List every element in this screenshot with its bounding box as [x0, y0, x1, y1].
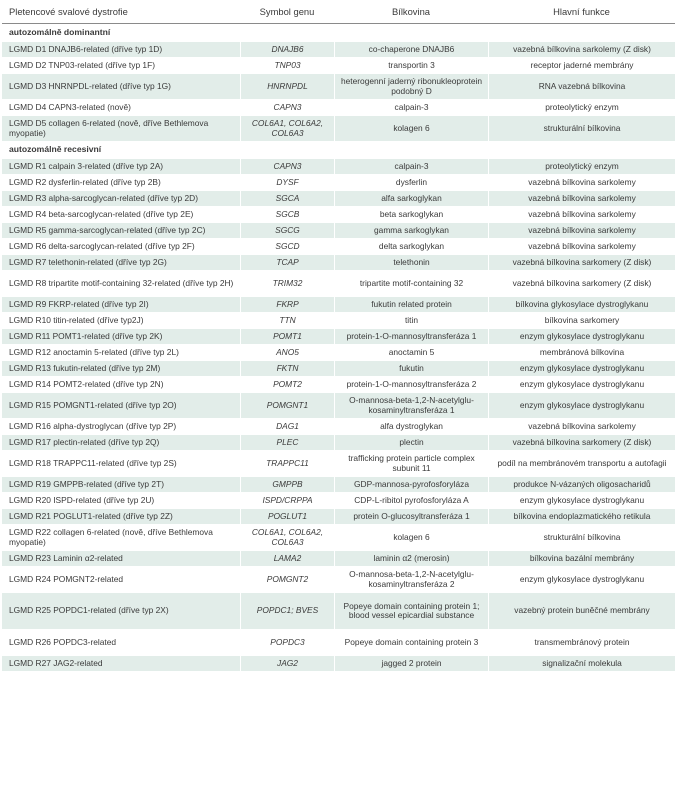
function-cell: enzym glykosylace dystroglykanu — [488, 393, 675, 418]
table-row — [2, 271, 675, 296]
table-row — [2, 593, 675, 629]
function-cell: signalizační molekula — [488, 656, 675, 671]
function-cell: vazebná bílkovina sarkolemy — [488, 239, 675, 254]
table-row — [2, 297, 675, 312]
function-cell: enzym glykosylace dystroglykanu — [488, 567, 675, 592]
protein-cell: co-chaperone DNAJB6 — [334, 42, 488, 57]
dystrophy-name-cell: LGMD R1 calpain 3-related (dříve typ 2A) — [2, 159, 240, 174]
dystrophy-name-cell: LGMD R22 collagen 6-related (nově, dříve Bethlemova myopatie) — [9, 527, 213, 547]
table-row — [2, 493, 675, 508]
function-cell: vazebný protein buněčné membrány — [488, 593, 675, 629]
protein-cell: calpain-3 — [334, 100, 488, 115]
table-row — [2, 551, 675, 566]
function-cell: bílkovina endoplazmatického retikula — [488, 509, 675, 524]
lgmd-table — [2, 0, 675, 672]
gene-symbol-cell: POMGNT1 — [240, 393, 334, 418]
protein-cell: alfa sarkoglykan — [334, 191, 488, 206]
dystrophy-name-cell: LGMD D5 collagen 6-related (nově, dříve Bethlemova myopatie) — [2, 116, 240, 141]
protein-cell: transportin 3 — [334, 58, 488, 73]
gene-symbol-cell: POMGNT2 — [240, 567, 334, 592]
gene-symbol-cell: POMT1 — [240, 329, 334, 344]
dystrophy-name-cell: LGMD R17 plectin-related (dříve typ 2Q) — [2, 435, 240, 450]
section-header-row — [2, 142, 675, 158]
gene-symbol-cell: TNP03 — [240, 58, 334, 73]
protein-cell: telethonin — [334, 255, 488, 270]
table-row — [2, 509, 675, 524]
dystrophy-name-cell: LGMD R5 gamma-sarcoglycan-related (dříve typ 2C) — [2, 223, 240, 238]
function-cell: vazebná bílkovina sarkolemy — [488, 207, 675, 222]
table-body — [2, 25, 675, 671]
function-cell: enzym glykosylace dystroglykanu — [488, 329, 675, 344]
protein-cell: O-mannosa-beta-1,2-N-acetylglu-kosaminyltransferáza 2 — [334, 567, 488, 592]
protein-cell: beta sarkoglykan — [334, 207, 488, 222]
table-row — [2, 361, 675, 376]
protein-cell: jagged 2 protein — [334, 656, 488, 671]
gene-symbol-cell: POMT2 — [240, 377, 334, 392]
dystrophy-name-cell: LGMD D3 HNRNPDL-related (dříve typ 1G) — [2, 74, 240, 99]
protein-cell: anoctamin 5 — [334, 345, 488, 360]
table-row — [2, 239, 675, 254]
gene-symbol-cell: POGLUT1 — [240, 509, 334, 524]
table-row — [2, 435, 675, 450]
dystrophy-name-cell: LGMD R21 POGLUT1-related (dříve typ 2Z) — [2, 509, 240, 524]
function-cell: proteolytický enzym — [488, 159, 675, 174]
gene-symbol-cell: GMPPB — [240, 477, 334, 492]
protein-cell: trafficking protein particle complex subunit 11 — [334, 451, 488, 476]
table-row — [2, 58, 675, 73]
gene-symbol-cell: PLEC — [240, 435, 334, 450]
gene-symbol-cell: ANO5 — [240, 345, 334, 360]
dystrophy-name-cell: LGMD R19 GMPPB-related (dříve typ 2T) — [2, 477, 240, 492]
protein-cell: GDP-mannosa-pyrofosforyláza — [334, 477, 488, 492]
table-row — [2, 630, 675, 655]
protein-cell: fukutin related protein — [334, 297, 488, 312]
gene-symbol-cell: ISPD/CRPPA — [240, 493, 334, 508]
gene-symbol-cell: CAPN3 — [240, 159, 334, 174]
protein-cell: protein O-glucosyltransferáza 1 — [334, 509, 488, 524]
function-cell: enzym glykosylace dystroglykanu — [488, 493, 675, 508]
dystrophy-name-cell: LGMD R10 titin-related (dříve typ2J) — [9, 314, 144, 325]
gene-symbol-cell: SGCG — [240, 223, 334, 238]
function-cell: bílkovina bazální membrány — [488, 551, 675, 566]
protein-cell: titin — [334, 313, 488, 328]
dystrophy-name-cell: LGMD R18 TRAPPC11-related (dříve typ 2S) — [9, 457, 177, 468]
gene-symbol-cell: SGCA — [240, 191, 334, 206]
gene-symbol-cell: DNAJB6 — [240, 42, 334, 57]
function-cell: vazebná bílkovina sarkomery (Z disk) — [488, 255, 675, 270]
table-row — [2, 393, 675, 418]
protein-cell: Popeye domain containing protein 3 — [334, 630, 488, 655]
table-row — [2, 451, 675, 476]
gene-symbol-cell: POPDC1; BVES — [240, 593, 334, 629]
protein-cell: fukutin — [334, 361, 488, 376]
table-row — [2, 191, 675, 206]
protein-cell: heterogenní jaderný ribonukleoprotein podobný D — [334, 74, 488, 99]
gene-symbol-cell: TTN — [240, 313, 334, 328]
gene-symbol-cell: TCAP — [240, 255, 334, 270]
table-row — [2, 255, 675, 270]
header-protein: Bílkovina — [334, 1, 488, 24]
protein-cell: delta sarkoglykan — [334, 239, 488, 254]
function-cell: enzym glykosylace dystroglykanu — [488, 377, 675, 392]
dystrophy-name-cell: LGMD D4 CAPN3-related (nově) — [9, 101, 131, 112]
gene-symbol-cell: FKRP — [240, 297, 334, 312]
dystrophy-name-cell: LGMD R9 FKRP-related (dříve typ 2I) — [2, 297, 240, 312]
table-row — [2, 656, 675, 671]
function-cell: RNA vazebná bílkovina — [488, 74, 675, 99]
function-cell: membránová bílkovina — [488, 345, 675, 360]
dystrophy-name-cell: LGMD R23 Laminin α2-related — [2, 551, 240, 566]
table-row — [2, 477, 675, 492]
section-title: autozomálně recesivní — [9, 144, 102, 155]
function-cell: strukturální bílkovina — [488, 525, 675, 550]
table-row — [2, 159, 675, 174]
protein-cell: tripartite motif-containing 32 — [334, 271, 488, 296]
function-cell: enzym glykosylace dystroglykanu — [488, 361, 675, 376]
dystrophy-name-cell: LGMD R2 dysferlin-related (dříve typ 2B) — [9, 176, 161, 187]
dystrophy-name-cell: LGMD R8 tripartite motif-containing 32-related (dříve typ 2H) — [9, 277, 234, 288]
table-header-row — [2, 1, 675, 24]
gene-symbol-cell: HNRNPDL — [240, 74, 334, 99]
protein-cell: plectin — [334, 435, 488, 450]
table-row — [2, 42, 675, 57]
table-row — [2, 100, 675, 115]
gene-symbol-cell: DYSF — [240, 175, 334, 190]
gene-symbol-cell: COL6A1, COL6A2, COL6A3 — [240, 525, 334, 550]
table-row — [2, 313, 675, 328]
dystrophy-name-cell: LGMD R15 POMGNT1-related (dříve typ 2O) — [2, 393, 240, 418]
table-row — [2, 74, 675, 99]
gene-symbol-cell: SGCB — [240, 207, 334, 222]
protein-cell: gamma sarkoglykan — [334, 223, 488, 238]
gene-symbol-cell: POPDC3 — [240, 630, 334, 655]
section-title: autozomálně dominantní — [9, 27, 111, 38]
protein-cell: alfa dystroglykan — [334, 419, 488, 434]
table-row — [2, 175, 675, 190]
dystrophy-name-cell: LGMD R16 alpha-dystroglycan (dříve typ 2P) — [9, 420, 177, 431]
protein-cell: laminin α2 (merosin) — [334, 551, 488, 566]
dystrophy-name-cell: LGMD R27 JAG2-related — [2, 656, 240, 671]
protein-cell: Popeye domain containing protein 1; blood vessel epicardial substance — [334, 593, 488, 629]
dystrophy-name-cell: LGMD R7 telethonin-related (dříve typ 2G) — [2, 255, 240, 270]
protein-cell: calpain-3 — [334, 159, 488, 174]
header-dystrophy: Pletencové svalové dystrofie — [2, 1, 240, 24]
gene-symbol-cell: LAMA2 — [240, 551, 334, 566]
function-cell: vazebná bílkovina sarkomery (Z disk) — [488, 271, 675, 296]
function-cell: proteolytický enzym — [488, 100, 675, 115]
table-row — [2, 329, 675, 344]
protein-cell: kolagen 6 — [334, 116, 488, 141]
table-row — [2, 377, 675, 392]
function-cell: produkce N-vázaných oligosacharidů — [488, 477, 675, 492]
section-header-row — [2, 25, 675, 41]
dystrophy-name-cell: LGMD R4 beta-sarcoglycan-related (dříve typ 2E) — [9, 208, 194, 219]
gene-symbol-cell: TRIM32 — [240, 271, 334, 296]
table-row — [2, 419, 675, 434]
protein-cell: kolagen 6 — [334, 525, 488, 550]
protein-cell: protein-1-O-mannosyltransferáza 2 — [334, 377, 488, 392]
function-cell: strukturální bílkovina — [488, 116, 675, 141]
function-cell: vazebná bílkovina sarkolemy — [488, 419, 675, 434]
function-cell: transmembránový protein — [488, 630, 675, 655]
protein-cell: dysferlin — [334, 175, 488, 190]
dystrophy-name-cell: LGMD D1 DNAJB6-related (dříve typ 1D) — [2, 42, 240, 57]
dystrophy-name-cell: LGMD R6 delta-sarcoglycan-related (dříve typ 2F) — [9, 240, 195, 251]
function-cell: vazebná bílkovina sarkolemy — [488, 175, 675, 190]
table-row — [2, 223, 675, 238]
function-cell: receptor jaderné membrány — [488, 58, 675, 73]
gene-symbol-cell: FKTN — [240, 361, 334, 376]
dystrophy-name-cell: LGMD R14 POMT2-related (dříve typ 2N) — [9, 378, 164, 389]
function-cell: podíl na membránovém transportu a autofagii — [488, 451, 675, 476]
table-row — [2, 525, 675, 550]
protein-cell: protein-1-O-mannosyltransferáza 1 — [334, 329, 488, 344]
function-cell: vazebná bílkovina sarkolemy — [488, 191, 675, 206]
header-main-function: Hlavní funkce — [488, 1, 675, 24]
function-cell: vazebná bílkovina sarkolemy — [488, 223, 675, 238]
dystrophy-name-cell: LGMD D2 TNP03-related (dříve typ 1F) — [9, 59, 155, 70]
table-row — [2, 207, 675, 222]
gene-symbol-cell: JAG2 — [240, 656, 334, 671]
dystrophy-name-cell: LGMD R26 POPDC3-related — [9, 636, 117, 647]
dystrophy-name-cell: LGMD R11 POMT1-related (dříve typ 2K) — [2, 329, 240, 344]
protein-cell: CDP-L-ribitol pyrofosforyláza A — [334, 493, 488, 508]
dystrophy-name-cell: LGMD R3 alpha-sarcoglycan-related (dříve typ 2D) — [2, 191, 240, 206]
gene-symbol-cell: TRAPPC11 — [240, 451, 334, 476]
dystrophy-name-cell: LGMD R25 POPDC1-related (dříve typ 2X) — [2, 593, 240, 629]
protein-cell: O-mannosa-beta-1,2-N-acetylglu-kosaminyltransferáza 1 — [334, 393, 488, 418]
gene-symbol-cell: SGCD — [240, 239, 334, 254]
dystrophy-name-cell: LGMD R24 POMGNT2-related — [9, 573, 124, 584]
dystrophy-name-cell: LGMD R12 anoctamin 5-related (dříve typ 2L) — [9, 346, 179, 357]
gene-symbol-cell: DAG1 — [240, 419, 334, 434]
gene-symbol-cell: CAPN3 — [240, 100, 334, 115]
function-cell: bílkovina glykosylace dystroglykanu — [488, 297, 675, 312]
function-cell: vazebná bílkovina sarkomery (Z disk) — [488, 435, 675, 450]
table-row — [2, 116, 675, 141]
function-cell: vazebná bílkovina sarkolemy (Z disk) — [488, 42, 675, 57]
table-row — [2, 345, 675, 360]
gene-symbol-cell: COL6A1, COL6A2, COL6A3 — [240, 116, 334, 141]
function-cell: bílkovina sarkomery — [488, 313, 675, 328]
table-row — [2, 567, 675, 592]
dystrophy-name-cell: LGMD R20 ISPD-related (dříve typ 2U) — [9, 494, 155, 505]
header-gene-symbol: Symbol genu — [240, 1, 334, 24]
dystrophy-name-cell: LGMD R13 fukutin-related (dříve typ 2M) — [2, 361, 240, 376]
